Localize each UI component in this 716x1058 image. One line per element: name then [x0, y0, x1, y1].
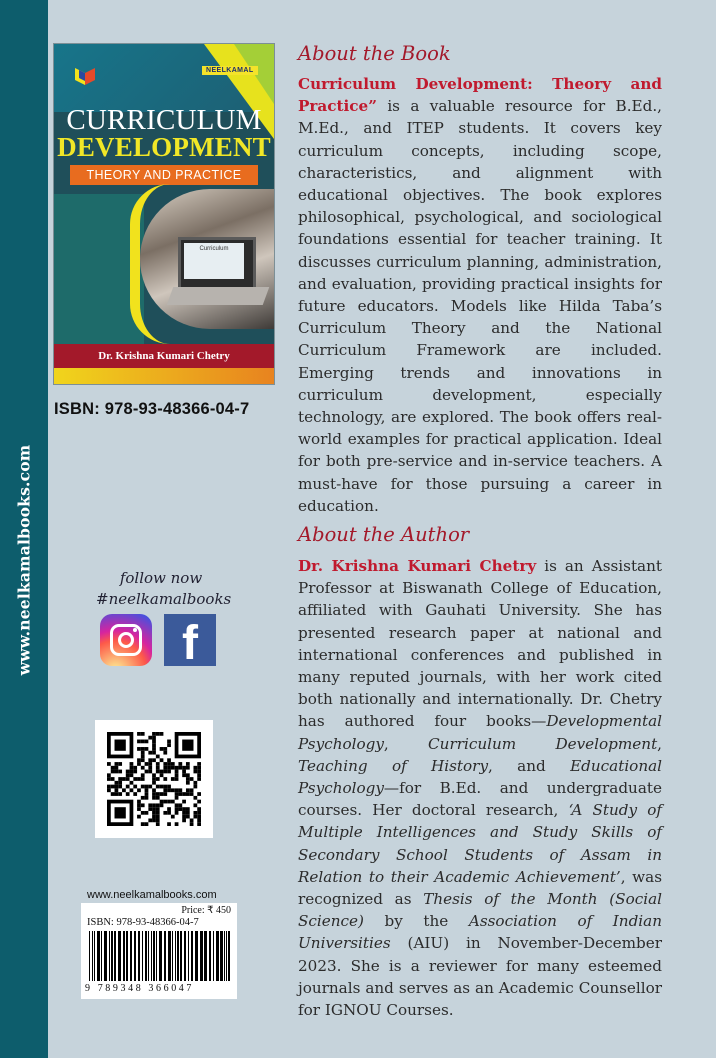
price-label: Price: ₹ 450 [181, 905, 231, 916]
qr-code-icon [107, 732, 201, 826]
facebook-glyph: f [182, 617, 198, 666]
spine-band [0, 0, 48, 1058]
book-cover-image [54, 44, 274, 384]
follow-block [96, 568, 232, 610]
org-name: Association of Indian Universities [298, 912, 662, 953]
about-author-text: Dr. Krishna Kumari Chetry is an Assistant Professor at Biswanath College of Education, affiliated with Gauhati University. She has presented research paper at national and international conferences and published in many reputed journals, with her work cited both nationally and internationally. Dr. Chetry has authored four books—Developmental Psychology, Curriculum Development, Teaching of History, and Educational Psychology—for B.Ed. and undergraduate courses. Her doctoral research, ‘A Study of Multiple Intelligences and Study Skills of Secondary School Students of Assam in Relation to their Academic Achievement’, was recognized as Thesis of the Month (Social Science) by the Association of Indian Universities (AIU) in November-December 2023. She is a reviewer for many esteemed journals and serves as an Academic Counsellor for IGNOU Courses. [298, 557, 663, 1020]
about-author-section [298, 523, 662, 1021]
barcode-url: www.neelkamalbooks.com [87, 889, 217, 901]
screen-label: Curriculum [199, 246, 229, 252]
hashtag-text: #neelkamalbooks [96, 590, 232, 608]
about-author-heading: About the Author [298, 523, 470, 546]
cover-title-line2: DEVELOPMENT [57, 132, 271, 162]
cover-author: Dr. Krishna Kumari Chetry [54, 344, 274, 368]
about-book-heading: About the Book [298, 42, 451, 65]
isbn-label: ISBN: 978-93-48366-04-7 [54, 400, 250, 418]
facebook-icon[interactable] [164, 614, 216, 666]
cover-subtitle: THEORY AND PRACTICE [70, 165, 258, 185]
publisher-logo-icon [74, 64, 96, 86]
author-name-bold: Dr. Krishna Kumari Chetry [298, 557, 537, 575]
award-name: Thesis of the Month (Social Science) [298, 890, 662, 931]
follow-text: follow now [119, 569, 203, 587]
thesis-title: ‘A Study of Multiple Intelligences and Study Skills of Secondary School Students of Assam in Relation to their Academic Achievement’ [298, 801, 662, 886]
book-ref-1: Developmental Psychology [298, 712, 662, 753]
about-book-text [298, 73, 662, 517]
book-title-bold: Curriculum Development: Theory and Practice” [298, 75, 662, 116]
book-ref-2: Curriculum Development [428, 734, 658, 753]
barcode-isbn: ISBN: 978-93-48366-04-7 [87, 917, 199, 928]
publisher-badge: NEELKAMAL [202, 66, 258, 75]
spine-url: www.neelkamalbooks.com [14, 444, 34, 676]
barcode-icon [87, 931, 231, 981]
about-book-section [298, 42, 662, 517]
instagram-icon[interactable] [100, 614, 152, 666]
barcode-digits: 9 789348 366047 [85, 983, 194, 994]
book-ref-4: Educational Psychology [298, 756, 663, 798]
cover-title-line1: CURRICULUM [66, 104, 262, 136]
qr-code[interactable] [95, 720, 213, 838]
book-ref-3: Teaching of History [298, 756, 489, 775]
barcode-block [81, 889, 237, 999]
about-book-body: is a valuable resource for B.Ed., M.Ed., and ITEP students. It covers key curriculum concepts, including scope, characteristics, and alignment with educational objectives. The book explores philosophical, psychological, and sociological foundations essential for teacher training. It discusses curriculum planning, administration, and evaluation, providing practical insights for future educators. Models like Hilda Taba’s Curriculum Theory and the National Curriculum Framework are included. Emerging trends and innovations in curriculum development, especially technology, are explored. The book offers real-world examples for practical application. Ideal for both pre-service and in-service teachers. A must-have for those pursuing a career in education. [298, 97, 662, 515]
